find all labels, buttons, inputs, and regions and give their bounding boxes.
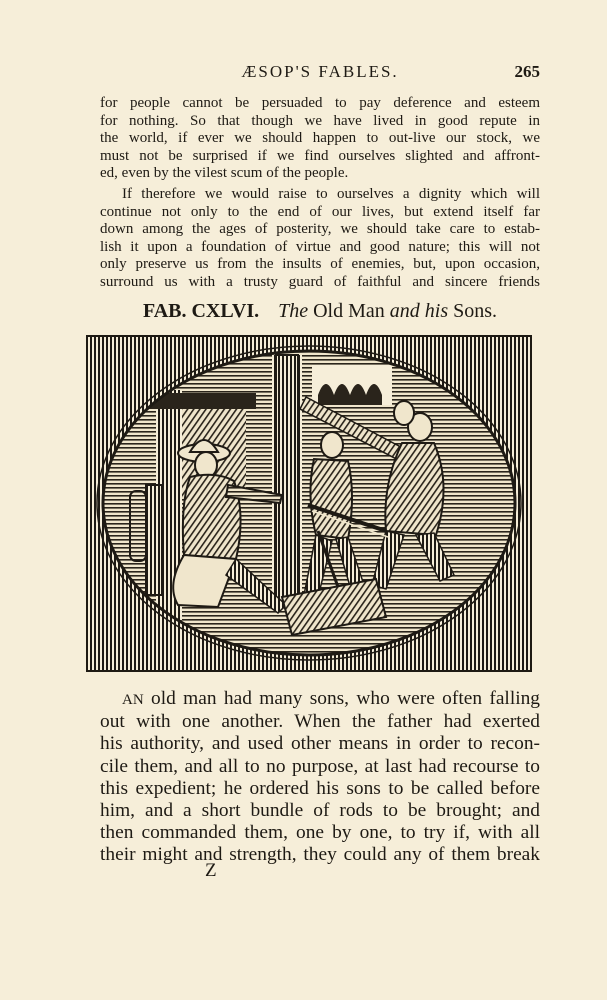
paragraph-3 — [100, 688, 540, 867]
dropcap-word: AN — [122, 692, 144, 708]
page-number: 265 — [514, 62, 540, 81]
text-line: lish it upon a foundation of virtue and good nature; this will not — [100, 238, 540, 255]
text-line: out with one another. When the father had exerted — [100, 711, 540, 733]
fable-title-old-man: Old Man — [313, 300, 385, 322]
text-line: continue not only to the end of our lives, but extend itself far — [100, 203, 540, 220]
text-line — [100, 688, 540, 711]
text-line: must not be surprised if we find ourselves slighted and affront- — [100, 147, 540, 164]
text-line: his authority, and used other means in order to recon- — [100, 733, 540, 755]
text-line: this expedient; he ordered his sons to be called before — [100, 777, 540, 799]
text-line: then commanded them, one by one, to try if, with all — [100, 822, 540, 844]
text-line: If therefore we would raise to ourselves a dignity which will — [122, 186, 540, 202]
woodcut-illustration — [86, 335, 532, 672]
running-title: ÆSOP'S FABLES. — [241, 62, 399, 81]
text-line: down among the ages of posterity, we should take care to estab- — [100, 221, 540, 238]
text-line: surround us with a trusty guard of faithful and sincere friends — [100, 273, 540, 290]
fable-number: FAB. CXLVI. — [142, 300, 260, 322]
text-line: for people cannot be persuaded to pay deference and esteem — [100, 95, 540, 111]
fable-title-and-his: and his — [389, 300, 449, 322]
first-line-rest: old man had many sons, who were often falling — [143, 688, 540, 709]
fable-title-sons: Sons. — [453, 300, 498, 322]
fable-heading — [100, 300, 540, 323]
paragraph-1 — [100, 95, 540, 183]
text-line: only preserve us from the insults of enemies, but, upon occasion, — [100, 256, 540, 273]
text-line: cile them, and all to no purpose, at last had recourse to — [100, 755, 540, 777]
fable-title-the: The — [278, 300, 309, 322]
paragraph-2 — [100, 186, 540, 292]
text-line: him, and a short bundle of rods to be brought; and — [100, 800, 540, 822]
text-line: ed, even by the vilest scum of the people. — [100, 165, 349, 182]
text-line: their might and strength, they could any of them break — [100, 844, 540, 866]
running-head — [100, 62, 540, 86]
signature-mark: Z — [205, 860, 217, 881]
text-line: the world, if ever we should happen to out-live our stock, we — [100, 130, 540, 147]
text-line: for nothing. So that though we have lived in good repute in — [100, 112, 540, 129]
